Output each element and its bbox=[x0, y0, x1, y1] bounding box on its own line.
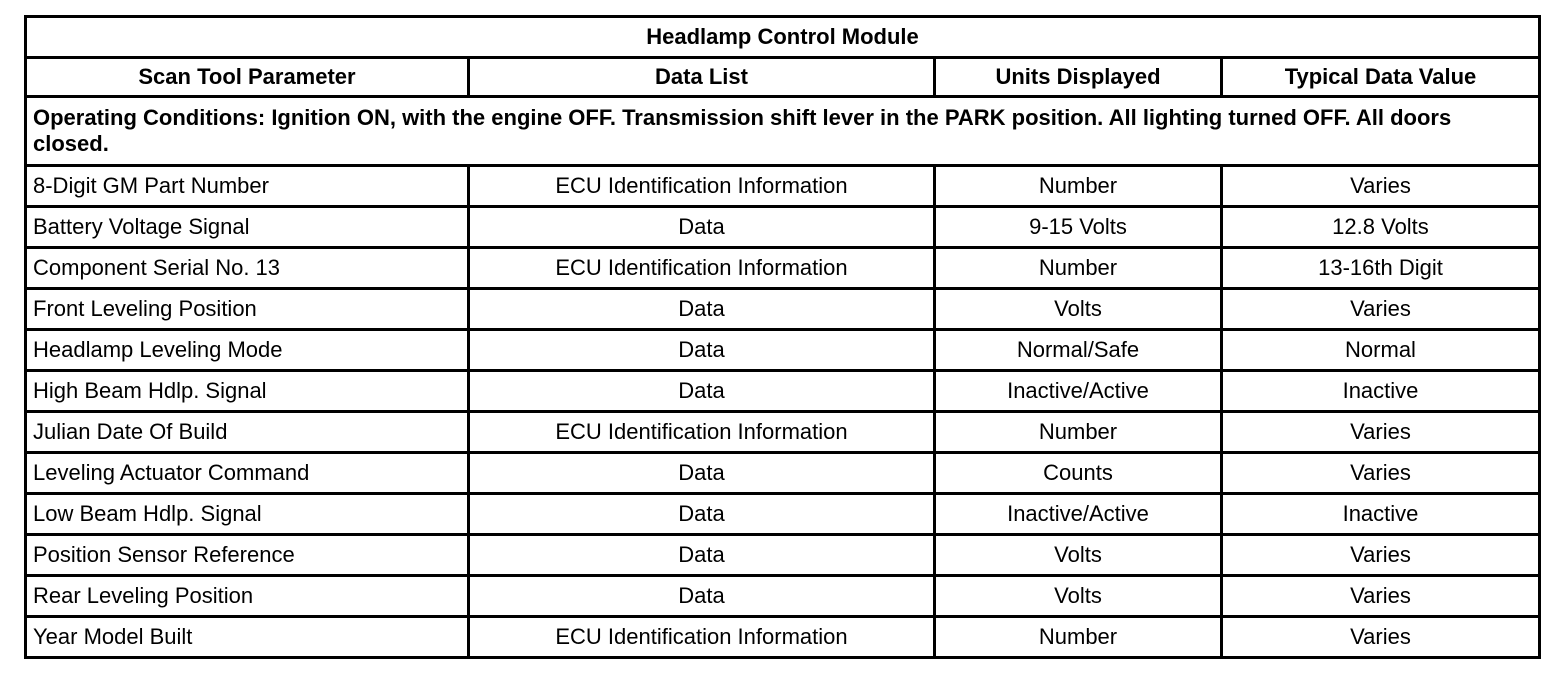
cell-scan-tool-parameter: Leveling Actuator Command bbox=[26, 453, 469, 494]
header-scan-tool-parameter: Scan Tool Parameter bbox=[26, 58, 469, 97]
cell-scan-tool-parameter: Rear Leveling Position bbox=[26, 576, 469, 617]
cell-units-displayed: Number bbox=[935, 166, 1222, 207]
cell-scan-tool-parameter: Low Beam Hdlp. Signal bbox=[26, 494, 469, 535]
header-row bbox=[26, 58, 1540, 97]
table-row bbox=[26, 371, 1540, 412]
table-row bbox=[26, 453, 1540, 494]
table-row bbox=[26, 576, 1540, 617]
cell-typical-data-value: Normal bbox=[1222, 330, 1540, 371]
headlamp-control-module-table bbox=[24, 15, 1541, 659]
table-row bbox=[26, 289, 1540, 330]
cell-typical-data-value: Inactive bbox=[1222, 494, 1540, 535]
cell-typical-data-value: Inactive bbox=[1222, 371, 1540, 412]
cell-typical-data-value: Varies bbox=[1222, 617, 1540, 658]
cell-data-list: Data bbox=[469, 453, 935, 494]
operating-conditions: Operating Conditions: Ignition ON, with the engine OFF. Transmission shift lever in the PARK position. All lighting turned OFF. All doors closed. bbox=[26, 97, 1540, 166]
cell-data-list: Data bbox=[469, 371, 935, 412]
cell-units-displayed: Number bbox=[935, 617, 1222, 658]
table-row bbox=[26, 494, 1540, 535]
table-title: Headlamp Control Module bbox=[26, 17, 1540, 58]
table-row bbox=[26, 207, 1540, 248]
cell-scan-tool-parameter: Front Leveling Position bbox=[26, 289, 469, 330]
cell-data-list: ECU Identification Information bbox=[469, 617, 935, 658]
cell-scan-tool-parameter: Battery Voltage Signal bbox=[26, 207, 469, 248]
cell-units-displayed: Counts bbox=[935, 453, 1222, 494]
cell-data-list: Data bbox=[469, 494, 935, 535]
cell-typical-data-value: Varies bbox=[1222, 535, 1540, 576]
table-row bbox=[26, 535, 1540, 576]
cell-data-list: Data bbox=[469, 535, 935, 576]
cell-data-list: ECU Identification Information bbox=[469, 412, 935, 453]
cell-units-displayed: Volts bbox=[935, 535, 1222, 576]
header-data-list: Data List bbox=[469, 58, 935, 97]
cell-typical-data-value: Varies bbox=[1222, 166, 1540, 207]
cell-units-displayed: 9-15 Volts bbox=[935, 207, 1222, 248]
header-units-displayed: Units Displayed bbox=[935, 58, 1222, 97]
cell-scan-tool-parameter: 8-Digit GM Part Number bbox=[26, 166, 469, 207]
header-typical-data-value: Typical Data Value bbox=[1222, 58, 1540, 97]
table-row bbox=[26, 166, 1540, 207]
cell-units-displayed: Inactive/Active bbox=[935, 494, 1222, 535]
title-row bbox=[26, 17, 1540, 58]
table-row bbox=[26, 412, 1540, 453]
cell-units-displayed: Volts bbox=[935, 576, 1222, 617]
cell-units-displayed: Inactive/Active bbox=[935, 371, 1222, 412]
cell-scan-tool-parameter: Julian Date Of Build bbox=[26, 412, 469, 453]
cell-data-list: Data bbox=[469, 207, 935, 248]
cell-units-displayed: Number bbox=[935, 412, 1222, 453]
table-body bbox=[26, 17, 1540, 658]
cell-typical-data-value: 13-16th Digit bbox=[1222, 248, 1540, 289]
cell-typical-data-value: Varies bbox=[1222, 576, 1540, 617]
cell-units-displayed: Volts bbox=[935, 289, 1222, 330]
cell-typical-data-value: 12.8 Volts bbox=[1222, 207, 1540, 248]
cell-scan-tool-parameter: Headlamp Leveling Mode bbox=[26, 330, 469, 371]
cell-data-list: Data bbox=[469, 330, 935, 371]
cell-data-list: ECU Identification Information bbox=[469, 166, 935, 207]
cell-scan-tool-parameter: High Beam Hdlp. Signal bbox=[26, 371, 469, 412]
table-row bbox=[26, 617, 1540, 658]
conditions-row bbox=[26, 97, 1540, 166]
cell-data-list: Data bbox=[469, 289, 935, 330]
cell-typical-data-value: Varies bbox=[1222, 453, 1540, 494]
cell-scan-tool-parameter: Position Sensor Reference bbox=[26, 535, 469, 576]
cell-typical-data-value: Varies bbox=[1222, 289, 1540, 330]
cell-scan-tool-parameter: Component Serial No. 13 bbox=[26, 248, 469, 289]
table-row bbox=[26, 330, 1540, 371]
cell-units-displayed: Number bbox=[935, 248, 1222, 289]
table-row bbox=[26, 248, 1540, 289]
cell-scan-tool-parameter: Year Model Built bbox=[26, 617, 469, 658]
cell-data-list: Data bbox=[469, 576, 935, 617]
cell-units-displayed: Normal/Safe bbox=[935, 330, 1222, 371]
cell-typical-data-value: Varies bbox=[1222, 412, 1540, 453]
cell-data-list: ECU Identification Information bbox=[469, 248, 935, 289]
